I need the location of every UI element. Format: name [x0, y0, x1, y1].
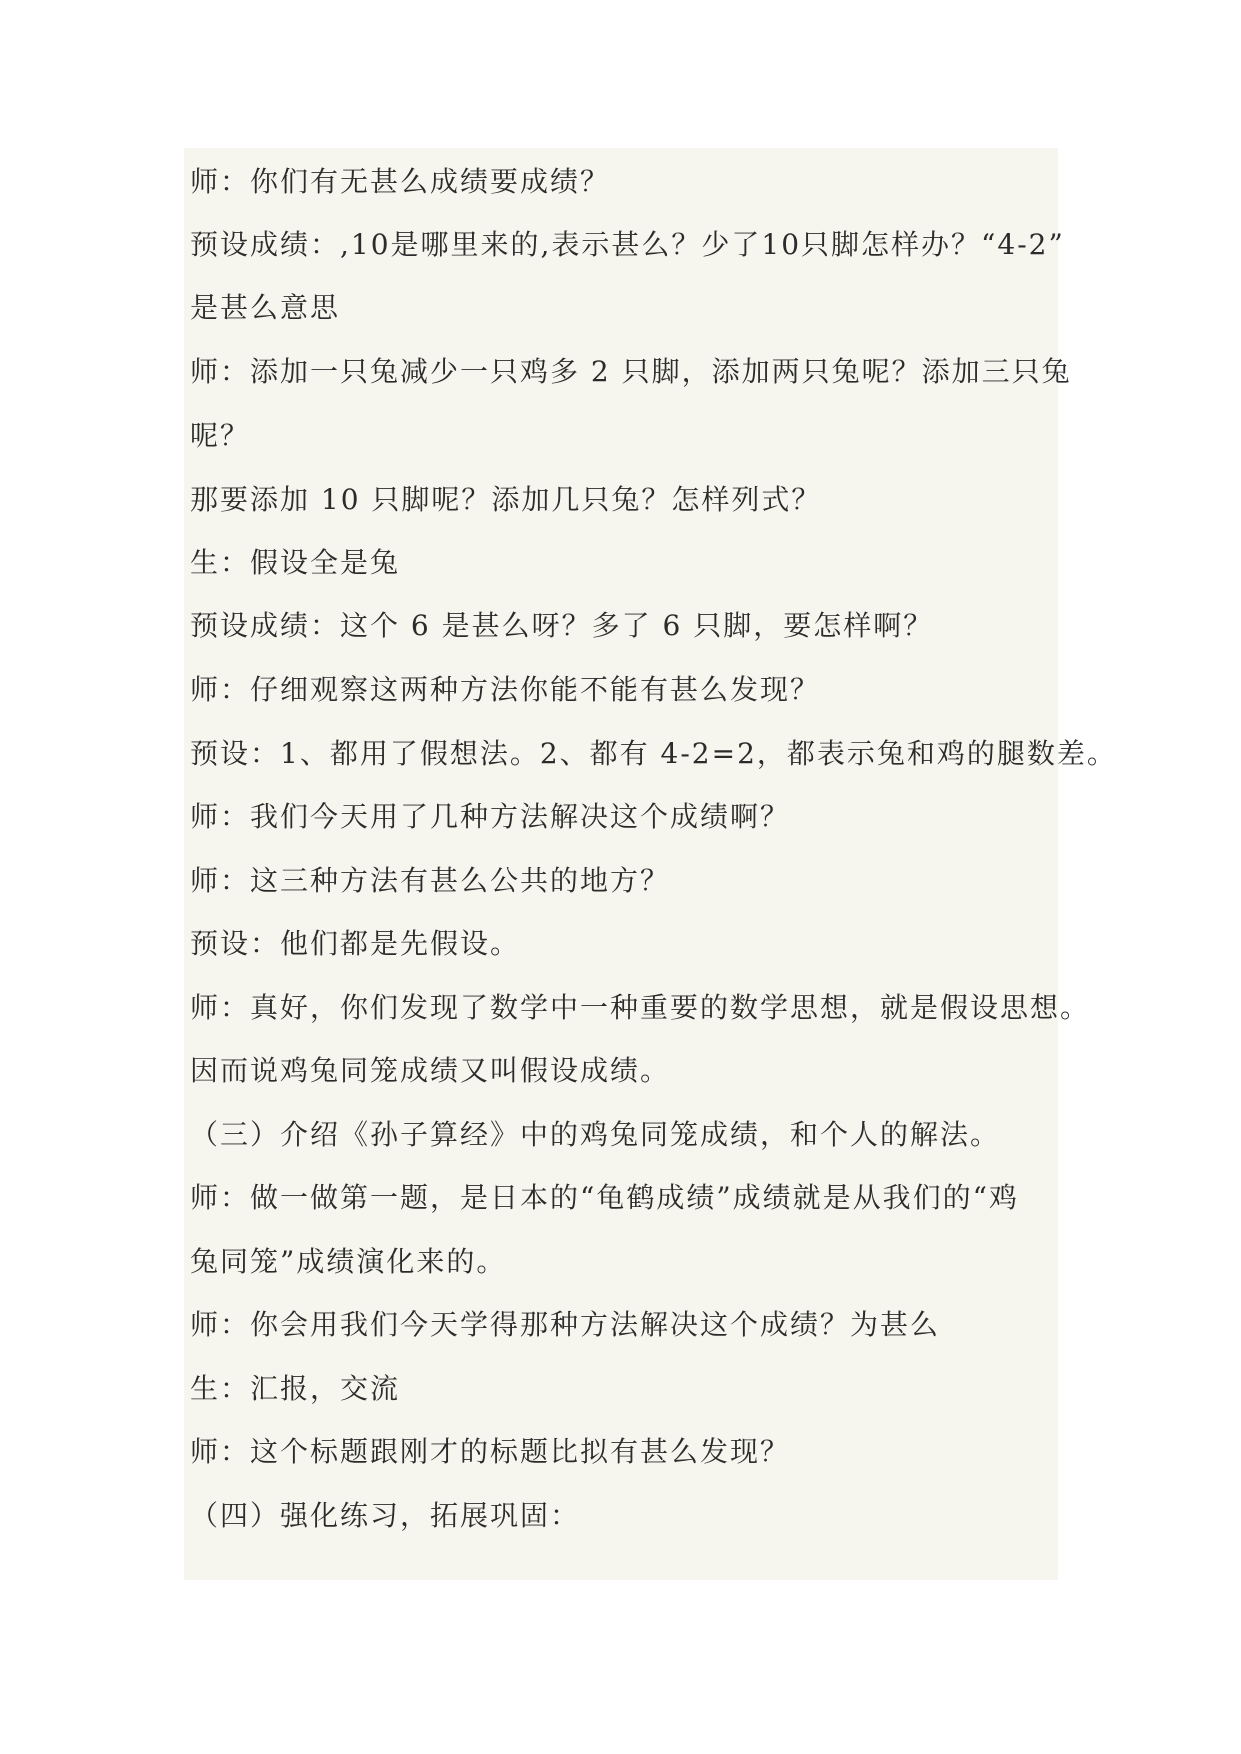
- text-line: 师：这个标题跟刚才的标题比拟有甚么发现？: [190, 1435, 791, 1468]
- text-line: 师：做一做第一题，是日本的“龟鹤成绩”成绩就是从我们的“鸡: [190, 1181, 1019, 1214]
- text-line: 师：我们今天用了几种方法解决这个成绩啊？: [190, 800, 791, 833]
- section-heading: （四）强化练习，拓展巩固：: [190, 1499, 581, 1532]
- section-heading: （三）介绍《孙子算经》中的鸡兔同笼成绩，和个人的解法。: [190, 1118, 1001, 1151]
- text-line: 预设成绩：,10是哪里来的,表示甚么？少了10只脚怎样办？“4-2”: [190, 228, 1065, 261]
- text-line: 师：你会用我们今天学得那种方法解决这个成绩？为甚么: [190, 1308, 941, 1341]
- text-line: 呢？: [190, 419, 251, 452]
- text-line: 因而说鸡兔同笼成绩又叫假设成绩。: [190, 1054, 671, 1087]
- text-line: 师：真好，你们发现了数学中一种重要的数学思想，就是假设思想。: [190, 991, 1091, 1024]
- text-line: 师：你们有无甚么成绩要成绩？: [190, 165, 611, 198]
- text-line: 师：添加一只兔减少一只鸡多 2 只脚，添加两只兔呢？添加三只兔: [190, 355, 1072, 388]
- text-block: [184, 148, 1117, 1580]
- text-line: 师：仔细观察这两种方法你能不能有甚么发现？: [190, 673, 821, 706]
- text-line: 是甚么意思: [190, 291, 341, 324]
- text-line: 预设：他们都是先假设。: [190, 927, 521, 960]
- text-line: 预设成绩：这个 6 是甚么呀？多了 6 只脚，要怎样啊？: [190, 609, 934, 642]
- text-line: 预设：1、都用了假想法。2、都有 4-2=2，都表示兔和鸡的腿数差。: [190, 737, 1117, 770]
- text-line: 兔同笼”成绩演化来的。: [190, 1245, 507, 1278]
- text-line: 生：假设全是兔: [190, 546, 401, 579]
- text-line: 那要添加 10 只脚呢？添加几只兔？怎样列式？: [190, 483, 822, 516]
- text-line: 生：汇报，交流: [190, 1372, 401, 1405]
- text-line: 师：这三种方法有甚么公共的地方？: [190, 864, 671, 897]
